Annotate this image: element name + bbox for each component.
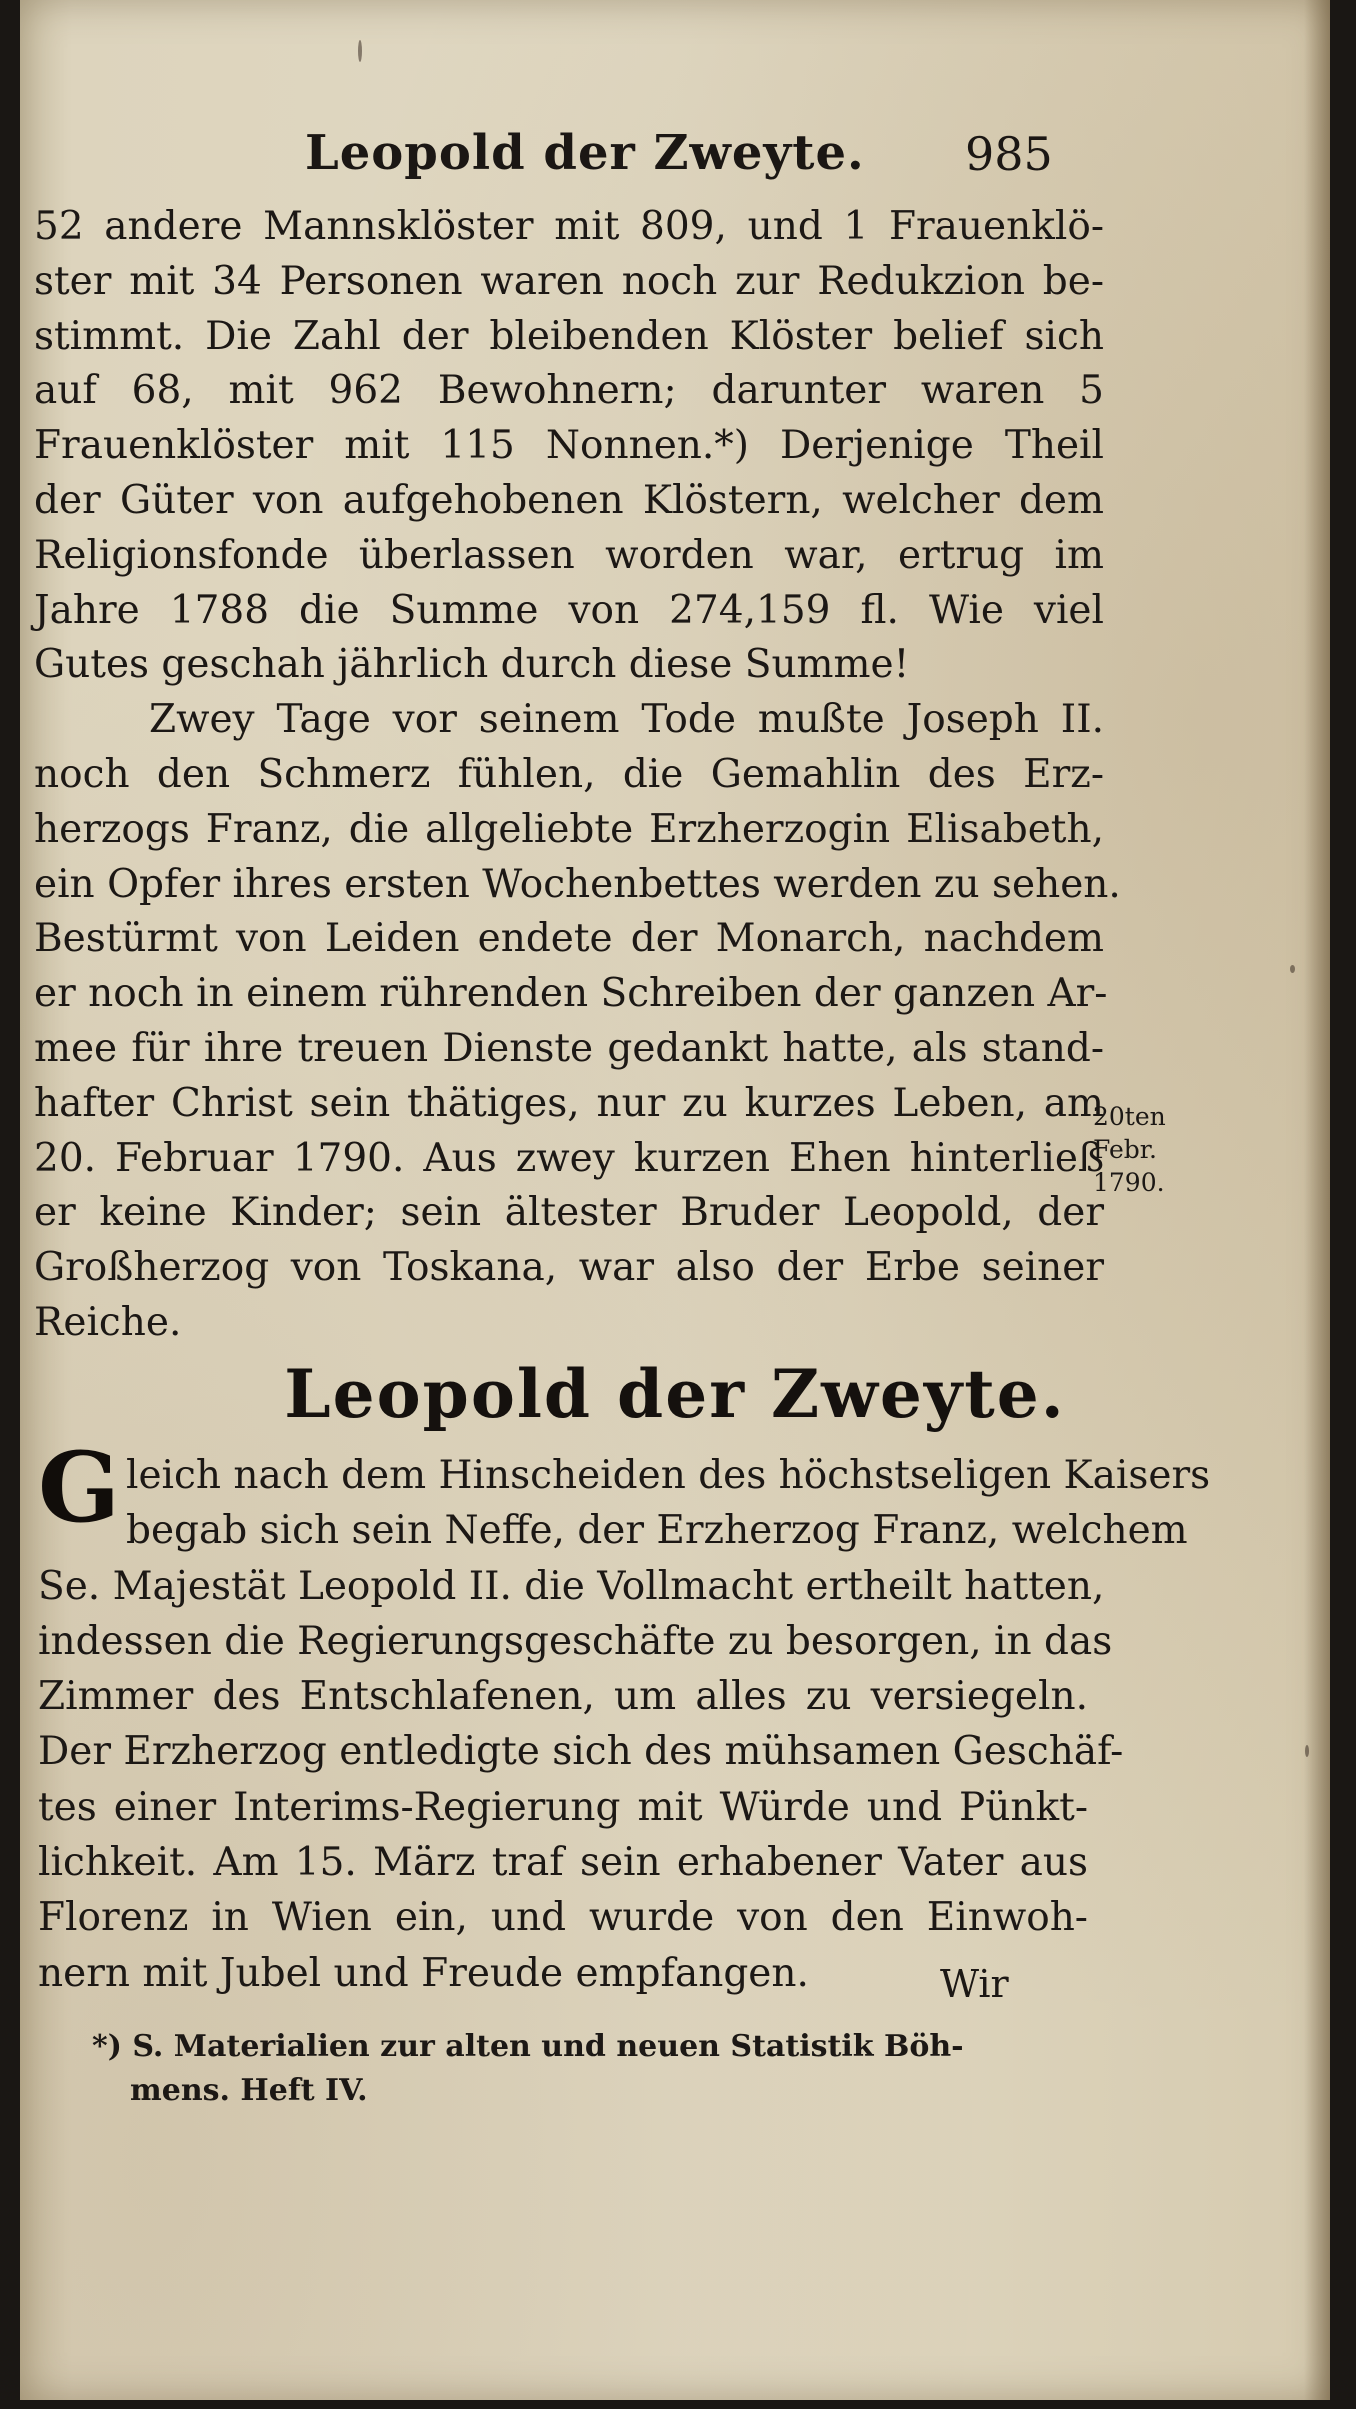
section-paragraph xyxy=(38,1431,1211,2001)
text-line: ein Opfer ihres ersten Wochenbettes werden zu sehen. xyxy=(34,861,1121,907)
text-line: der Güter von aufgehobenen Klöstern, welcher dem xyxy=(34,477,1104,523)
text-line: Reiche. xyxy=(34,1299,182,1345)
ink-speck xyxy=(1290,965,1295,973)
margin-note-date xyxy=(1093,1100,1213,1199)
margin-note-line: 1790. xyxy=(1093,1168,1165,1197)
text-line: herzogs Franz, die allgeliebte Erzherzogin Elisabeth, xyxy=(34,806,1104,852)
text-line: Zimmer des Entschlafenen, um alles zu versiegeln. xyxy=(38,1674,1088,1720)
text-line: begab sich sein Neffe, der Erzherzog Franz, welchem xyxy=(125,1508,1188,1554)
text-line: er keine Kinder; sein ältester Bruder Leopold, der xyxy=(34,1190,1104,1236)
text-line: Zwey Tage vor seinem Tode mußte Joseph II. xyxy=(149,697,1104,743)
page-number: 985 xyxy=(965,127,1053,181)
text-line: ster mit 34 Personen waren noch zur Redukzion be- xyxy=(34,258,1104,304)
section-heading: Leopold der Zweyte. xyxy=(284,1355,1066,1433)
page-header xyxy=(20,125,1330,195)
text-line: 52 andere Mannsklöster mit 809, und 1 Frauenklö- xyxy=(34,204,1104,249)
text-line: hafter Christ sein thätiges, nur zu kurzes Leben, am xyxy=(34,1080,1104,1126)
text-line: indessen die Regierungsgeschäfte zu besorgen, in das xyxy=(38,1618,1113,1664)
drop-cap: G xyxy=(38,1431,120,1544)
paragraph-2 xyxy=(34,693,1121,1351)
text-line: mee für ihre treuen Dienste gedankt hatte, als stand- xyxy=(34,1025,1104,1071)
ink-speck xyxy=(1305,1745,1309,1757)
text-line: nern mit Jubel und Freude empfangen. xyxy=(38,1950,809,1996)
text-line: Frauenklöster mit 115 Nonnen.*) Derjenige Theil xyxy=(34,423,1104,469)
footnote-line: *) S. Materialien zur alten und neuen Statistik Böh- xyxy=(92,2029,964,2064)
text-line: Jahre 1788 die Summe von 274,159 fl. Wie viel xyxy=(34,587,1104,633)
running-title: Leopold der Zweyte. xyxy=(305,125,865,181)
text-line: stimmt. Die Zahl der bleibenden Klöster belief sich xyxy=(34,313,1104,359)
catchword: Wir xyxy=(940,1962,1009,2006)
text-line: Florenz in Wien ein, und wurde von den Einwoh- xyxy=(38,1895,1088,1941)
text-line: noch den Schmerz fühlen, die Gemahlin des Erz- xyxy=(34,751,1104,797)
text-line: Der Erzherzog entledigte sich des mühsamen Geschäf- xyxy=(38,1729,1124,1775)
page-edge-shadow xyxy=(1304,0,1330,2400)
text-line: leich nach dem Hinscheiden des höchstseligen Kaisers xyxy=(125,1453,1211,1498)
text-line: tes einer Interims-Regierung mit Würde und Pünkt- xyxy=(38,1784,1088,1830)
paragraph-1 xyxy=(34,200,1104,693)
ink-speck xyxy=(358,40,362,62)
text-line: Se. Majestät Leopold II. die Vollmacht ertheilt hatten, xyxy=(38,1563,1105,1609)
book-page xyxy=(20,0,1330,2400)
text-line: Bestürmt von Leiden endete der Monarch, nachdem xyxy=(34,916,1104,962)
text-line: er noch in einem rührenden Schreiben der ganzen Ar- xyxy=(34,971,1108,1017)
margin-note-line: 20ten xyxy=(1093,1102,1166,1131)
text-line: Großherzog von Toskana, war also der Erbe seiner xyxy=(34,1245,1104,1291)
text-line: Gutes geschah jährlich durch diese Summe! xyxy=(34,642,910,688)
text-line: auf 68, mit 962 Bewohnern; darunter waren 5 xyxy=(34,368,1104,414)
footnote-line: mens. Heft IV. xyxy=(130,2073,368,2108)
text-line: Religionsfonde überlassen worden war, ertrug im xyxy=(34,532,1104,578)
footnote xyxy=(92,2025,1072,2113)
main-text xyxy=(34,200,1121,1351)
text-line: 20. Februar 1790. Aus zwey kurzen Ehen hinterließ xyxy=(34,1135,1104,1181)
text-line: lichkeit. Am 15. März traf sein erhabener Vater aus xyxy=(38,1840,1088,1886)
margin-note-line: Febr. xyxy=(1093,1135,1157,1164)
